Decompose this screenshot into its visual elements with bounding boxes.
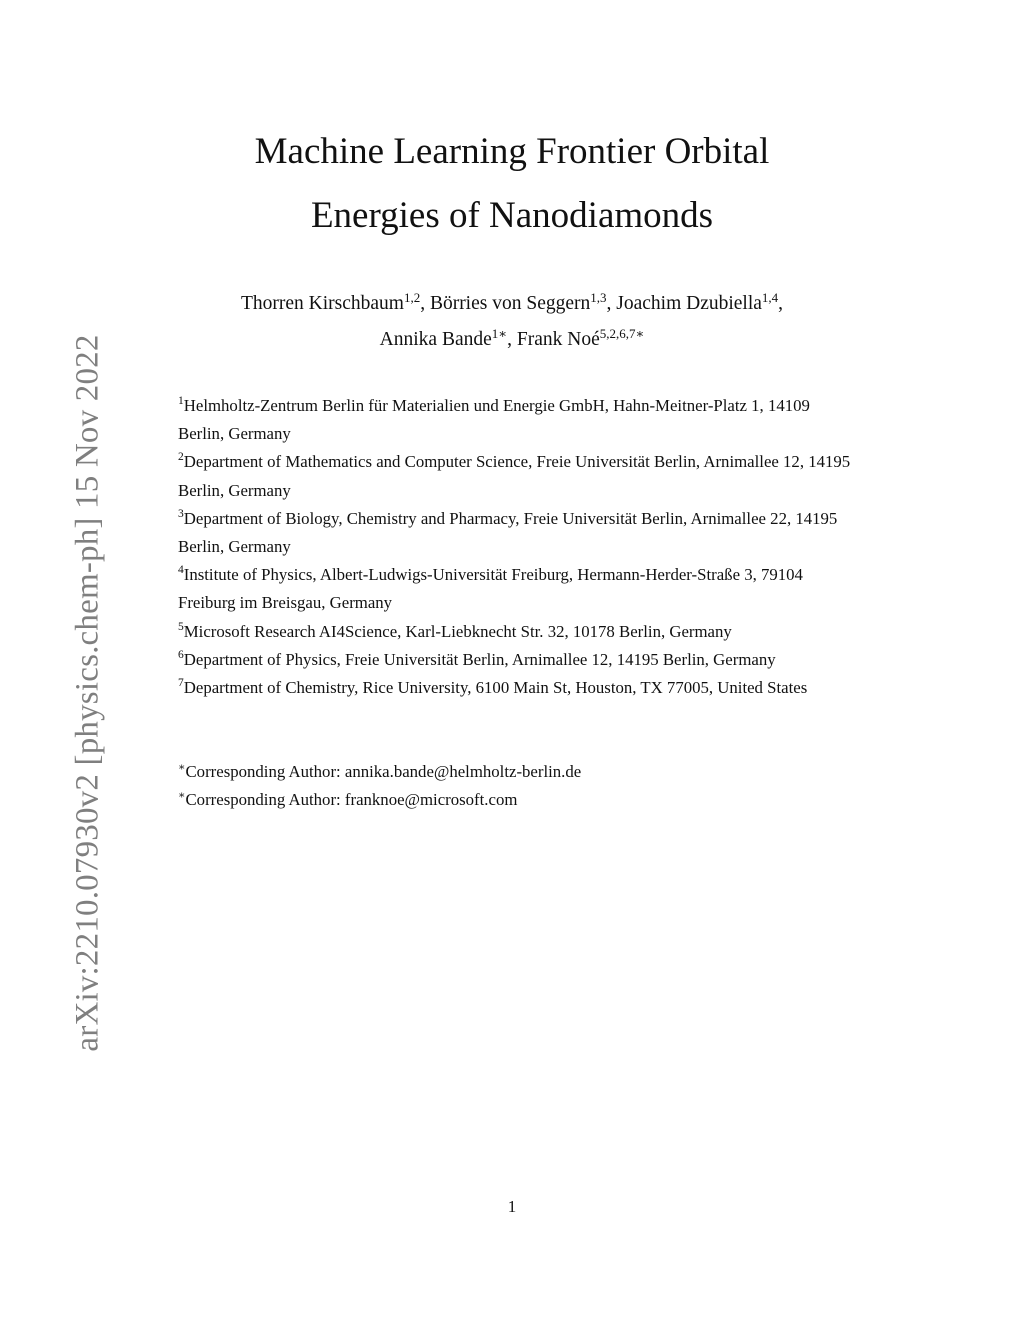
affiliation-number: 4 [178,564,184,577]
author-line-1 [0,286,1024,322]
affiliation-3 [178,505,858,561]
affiliation-text: Department of Biology, Chemistry and Pharmacy, Freie Universität Berlin, Arnimallee 22, 14195 Berlin, Germany [178,508,838,557]
author-line-2 [0,322,1024,358]
affiliation-1 [178,392,858,448]
affiliation-text: Department of Physics, Freie Universität Berlin, Arnimallee 12, 14195 Berlin, Germany [183,649,776,669]
affiliation-number: 3 [178,507,184,520]
affiliation-text: Helmholtz-Zentrum Berlin für Materialien und Energie GmbH, Hahn-Meitner-Platz 1, 14109 Berlin, Germany [178,396,810,444]
affiliation-number: 7 [178,677,184,690]
affiliation-text: Department of Chemistry, Rice University, 6100 Main St, Houston, TX 77005, United States [183,678,808,698]
author-name: Börries von Seggern [429,293,591,314]
corresponding-text: Corresponding Author: annika.bande@helmholtz-berlin.de [185,762,582,781]
affiliation-text: Department of Mathematics and Computer Science, Freie Universität Berlin, Arnimallee 12, 14195 Berlin, Germany [178,452,851,500]
page-number: 1 [507,1197,517,1216]
corresponding-mark: ∗ [178,789,186,802]
affiliation-6 [178,646,858,674]
author-name: Thorren Kirschbaum [240,293,404,314]
author-name: Joachim Dzubiella [616,293,762,314]
paper-title [0,120,1024,248]
author-separator: , [606,293,617,314]
affiliation-5 [178,618,858,646]
corresponding-author-2 [178,786,858,814]
author-affiliation-marks: 1∗ [491,325,508,341]
affiliation-4 [178,561,858,617]
author-name: Frank Noé [516,329,600,350]
corresponding-text: Corresponding Author: franknoe@microsoft.com [185,790,518,810]
author-affiliation-marks: 5,2,6,7∗ [599,325,645,341]
author-separator: , [778,293,784,314]
author-affiliation-marks: 1,4 [761,289,779,305]
corresponding-author-1 [178,758,858,786]
author-separator: , [507,329,517,350]
affiliation-number: 2 [178,451,184,464]
affiliation-number: 1 [178,395,184,408]
affiliation-list [178,392,858,702]
affiliation-2 [178,448,858,504]
affiliation-7 [178,674,858,702]
arxiv-stamp: arXiv:2210.07930v2 [physics.chem-ph] 15 Nov 2022 [69,334,106,1052]
author-separator: , [420,293,430,314]
title-line-2: Energies of Nanodiamonds [310,195,714,236]
affiliation-number: 5 [178,620,184,633]
author-affiliation-marks: 1,3 [590,289,607,305]
corresponding-mark: ∗ [178,761,186,774]
corresponding-authors [178,758,858,814]
affiliation-text: Microsoft Research AI4Science, Karl-Liebknecht Str. 32, 10178 Berlin, Germany [183,621,732,641]
affiliation-text: Institute of Physics, Albert-Ludwigs-Universität Freiburg, Hermann-Herder-Straße 3, 79104 Freiburg im Breisgau, Germany [178,565,803,613]
author-name: Annika Bande [379,329,492,350]
title-line-1: Machine Learning Frontier Orbital [254,131,770,172]
author-affiliation-marks: 1,2 [403,289,421,305]
author-list [0,286,1024,358]
affiliation-number: 6 [178,648,184,661]
